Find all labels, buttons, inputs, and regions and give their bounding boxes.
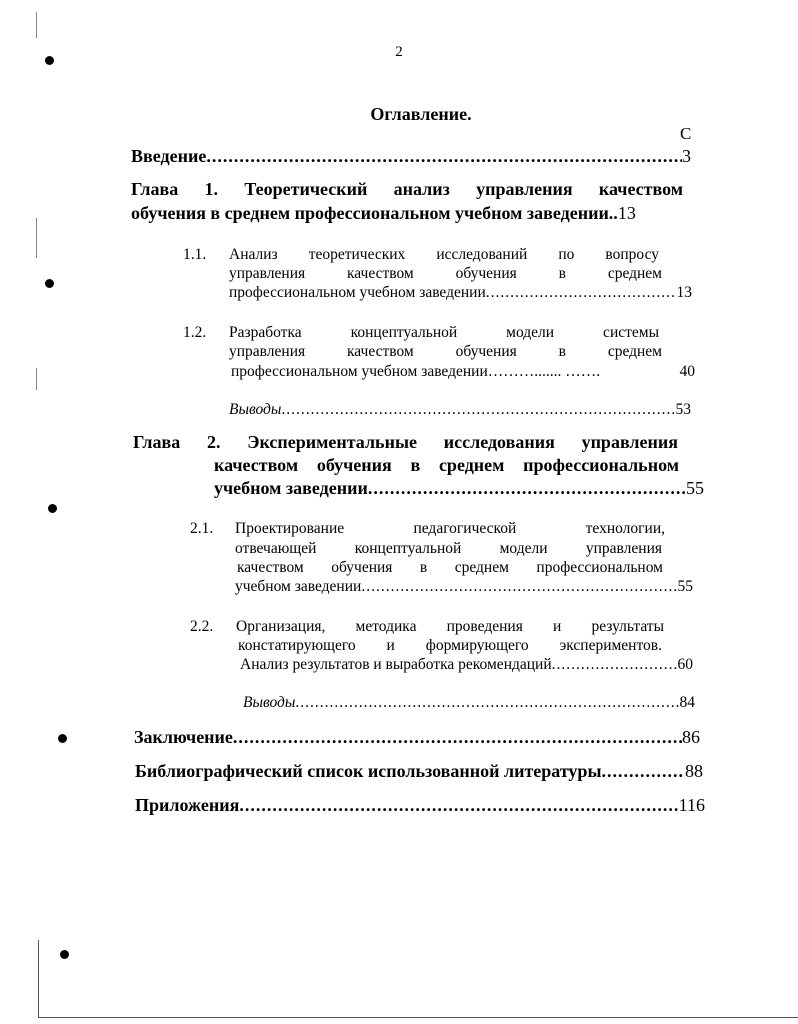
scan-border-left <box>38 940 39 1018</box>
toc-leader <box>206 146 682 167</box>
chapter1-heading-line2[interactable]: обучения в среднем профессиональном учебном заведении.. 13 <box>131 203 636 223</box>
toc-leader <box>552 656 678 674</box>
section-2-2-line2[interactable]: констатирующего и формирующего экспериментов. <box>238 637 662 654</box>
page-number: 2 <box>395 44 403 60</box>
toc-page: 84 <box>679 694 695 711</box>
toc-page: 86 <box>682 727 700 747</box>
section-2-2-line3[interactable]: Анализ результатов и выработка рекомендаций ..... 60 <box>240 656 693 674</box>
toc-leader <box>239 795 678 816</box>
toc-page: 116 <box>678 795 705 815</box>
toc-leader <box>233 727 682 748</box>
section-1-1-line2[interactable]: управления качеством обучения в среднем <box>229 265 662 282</box>
punch-hole-mark <box>48 504 57 513</box>
toc-leader <box>361 578 677 596</box>
scan-edge-mark <box>36 12 37 38</box>
chapter1-heading-line1[interactable]: Глава 1. Теоретический анализ управления качеством <box>131 179 683 199</box>
toc-page: 40 <box>679 363 695 380</box>
toc-entry-intro[interactable] <box>131 146 691 167</box>
punch-hole-mark <box>45 279 54 288</box>
toc-entry-conclusions-1[interactable]: Выводы ..... 53 <box>229 401 691 419</box>
chapter2-heading-line3[interactable]: учебном заведении ..... 55 <box>214 478 704 499</box>
toc-label: Введение <box>131 146 207 166</box>
section-number: 1.1. <box>183 246 207 263</box>
section-1-2-line1[interactable]: Разработка концептуальной модели системы <box>229 324 659 341</box>
toc-leader <box>486 284 677 302</box>
section-1-1-line1[interactable]: Анализ теоретических исследований по вопросу <box>229 246 659 263</box>
section-2-2-line1[interactable]: Организация, методика проведения и результаты <box>236 618 664 635</box>
punch-hole-mark <box>58 734 67 743</box>
toc-entry-conclusions-2[interactable]: Выводы ..... 84 <box>243 694 695 712</box>
toc-page: 55 <box>677 578 693 595</box>
scan-edge-mark <box>36 368 37 390</box>
chapter2-heading-line2[interactable]: качеством обучения в среднем профессиональном <box>214 455 679 475</box>
section-2-1-line2[interactable]: отвечающей концептуальной модели управления <box>235 540 662 557</box>
scan-edge-mark <box>36 218 37 258</box>
toc-page: 53 <box>675 401 691 418</box>
toc-entry-appendices[interactable]: Приложения ..... 116 <box>135 795 705 816</box>
scan-border-bottom <box>38 1017 798 1018</box>
section-2-1-line1[interactable]: Проектирование педагогической технологии, <box>235 520 665 537</box>
section-1-1-line3[interactable]: профессиональном учебном заведении ..... 13 <box>229 284 692 302</box>
section-2-1-line3[interactable]: качеством обучения в среднем профессиональном <box>237 559 663 576</box>
section-1-2-line2[interactable]: управления качеством обучения в среднем <box>229 343 662 360</box>
section-number: 1.2. <box>183 324 207 341</box>
section-1-2-line3[interactable]: профессиональном учебном заведении………....... ……. 40 <box>231 363 695 380</box>
page-title: Оглавление. <box>370 104 472 124</box>
toc-entry-bibliography[interactable]: Библиографический список использованной литературы ..... 88 <box>135 761 703 782</box>
toc-page: 55 <box>686 478 704 498</box>
toc-leader <box>368 478 686 499</box>
toc-page: 13 <box>617 203 636 223</box>
toc-leader <box>295 694 679 712</box>
toc-entry-conclusion[interactable]: Заключение ..... 86 <box>134 727 700 748</box>
toc-page: 88 <box>685 761 703 781</box>
toc-page: 13 <box>676 284 692 301</box>
toc-leader <box>602 761 686 782</box>
page-column-header: С <box>680 124 692 143</box>
toc-page: 60 <box>677 656 693 673</box>
section-number: 2.1. <box>190 520 214 537</box>
toc-page: 3 <box>682 146 691 166</box>
toc-leader <box>281 401 675 419</box>
chapter2-heading-line1[interactable]: Глава 2. Экспериментальные исследования управления <box>133 432 678 452</box>
section-2-1-line4[interactable]: учебном заведении ..... 55 <box>235 578 693 596</box>
punch-hole-mark <box>60 950 69 959</box>
section-number: 2.2. <box>190 618 214 635</box>
